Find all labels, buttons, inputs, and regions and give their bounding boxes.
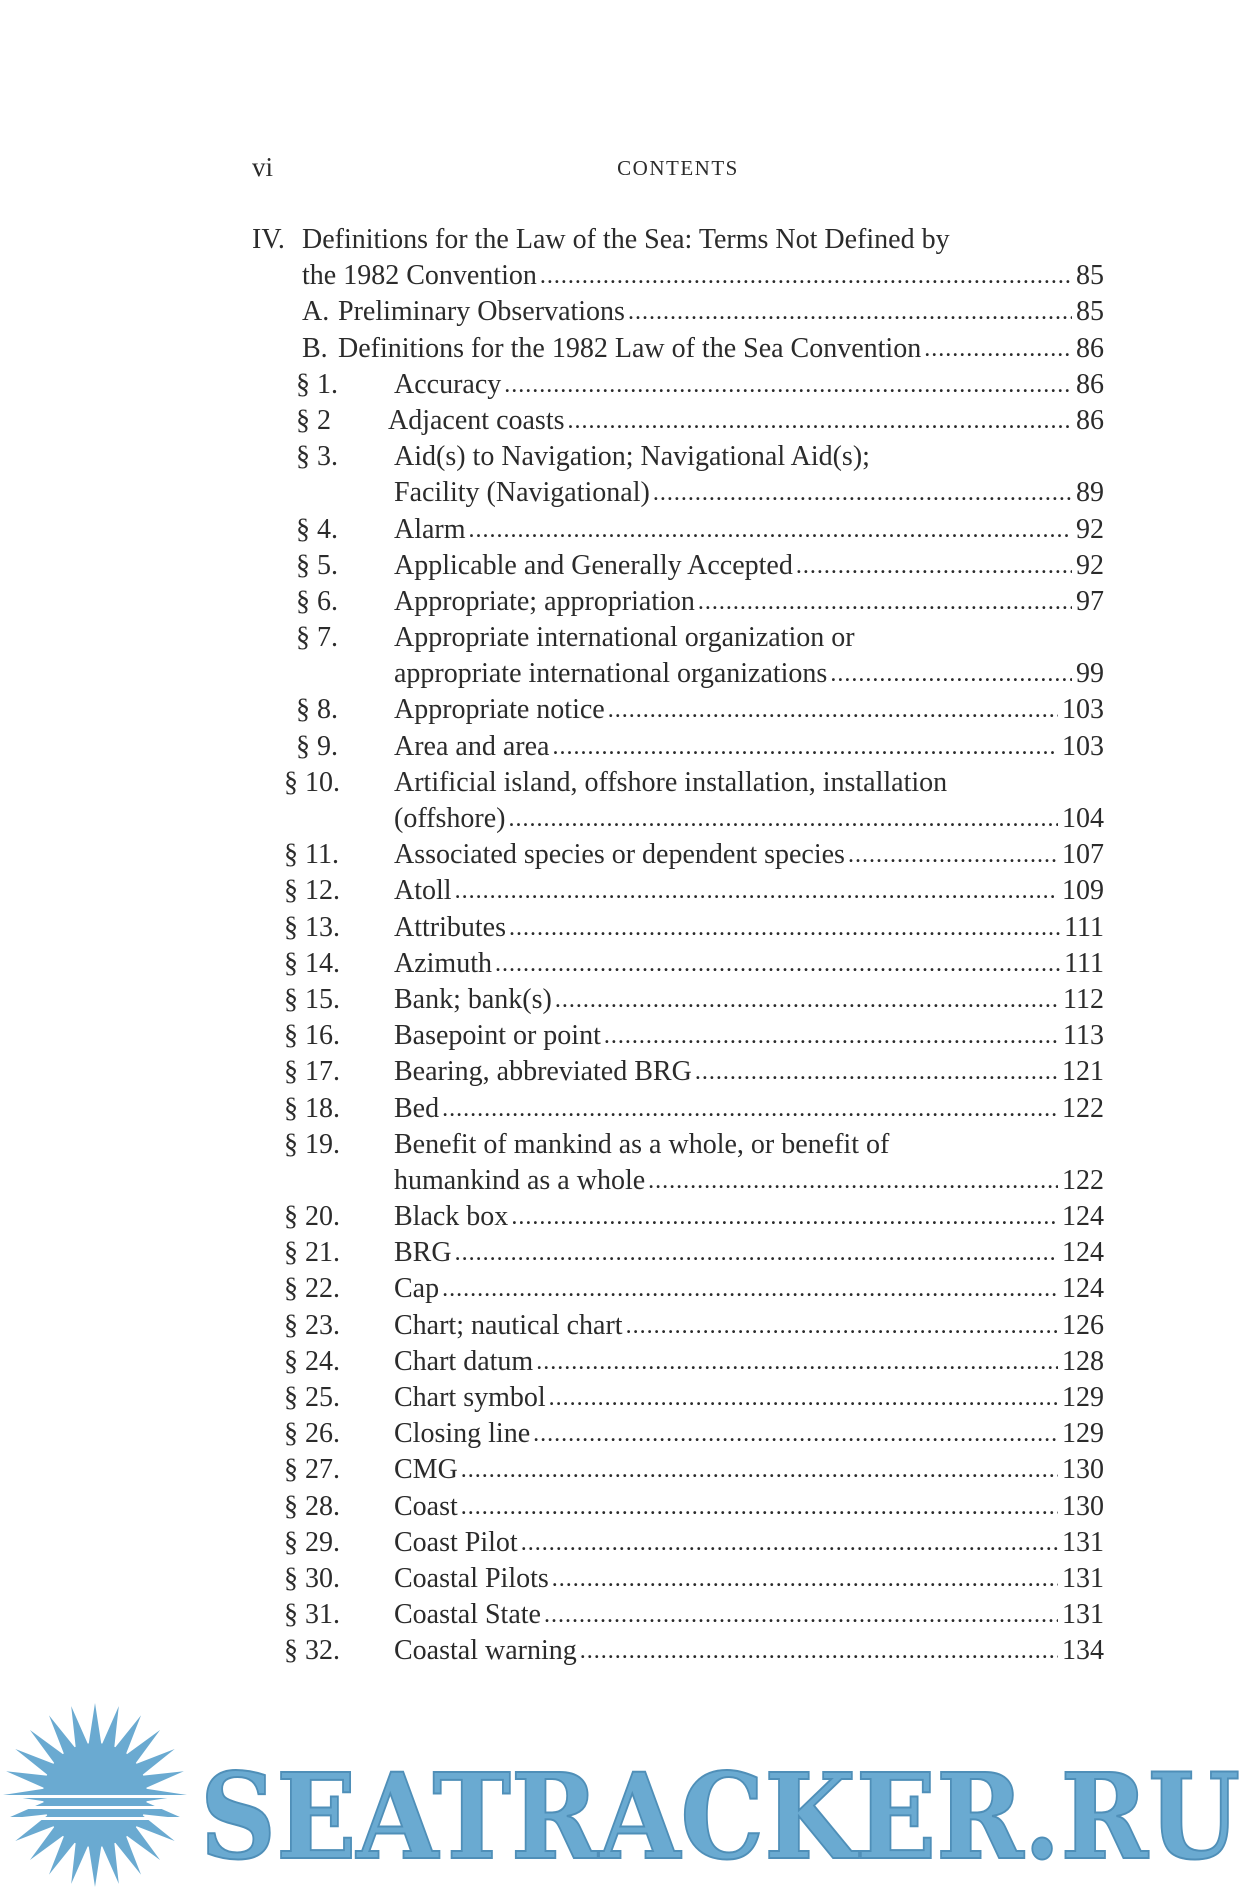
dot-leader <box>568 403 1073 439</box>
toc-entry-page: 131 <box>1062 1562 1104 1594</box>
toc-entry <box>252 403 1104 439</box>
toc-entry <box>252 656 1104 692</box>
toc-entry <box>252 1271 1104 1307</box>
toc-entry-label: § 1. <box>296 368 338 400</box>
toc-entry-page: 86 <box>1076 332 1104 364</box>
toc-entry-title: Appropriate notice <box>394 694 605 726</box>
toc-entry-page: 104 <box>1062 803 1104 834</box>
toc-entry <box>252 475 1104 511</box>
toc-entry-page: 121 <box>1062 1056 1104 1088</box>
toc-entry <box>252 910 1104 946</box>
toc-entry <box>252 548 1104 584</box>
toc-entry-page: 129 <box>1062 1418 1104 1450</box>
toc-entry-page: 103 <box>1062 694 1104 726</box>
toc-entry-page: 131 <box>1062 1599 1104 1631</box>
toc-entry-page: 103 <box>1062 730 1104 762</box>
toc-entry <box>252 729 1104 765</box>
toc-entry-label: § 12. <box>284 875 340 907</box>
dot-leader <box>521 1525 1058 1561</box>
toc-entry-label: § 11. <box>284 839 339 871</box>
toc-entry-title: Coast <box>394 1490 458 1522</box>
dot-leader <box>830 656 1072 692</box>
toc-entry <box>252 367 1104 403</box>
toc-entry-page: 124 <box>1062 1201 1104 1233</box>
dot-leader <box>461 1489 1058 1525</box>
toc-entry-title: Appropriate international organization or <box>394 622 855 654</box>
toc-entry-title: Preliminary Observations <box>338 296 625 328</box>
dot-leader <box>698 584 1072 620</box>
toc-entry-page: 85 <box>1076 260 1104 292</box>
toc-entry-page: 111 <box>1064 947 1104 979</box>
dot-leader <box>653 475 1072 511</box>
toc-entry-title: Closing line <box>394 1418 531 1450</box>
toc-entry <box>252 873 1104 909</box>
toc-entry-label: § 30. <box>284 1562 340 1594</box>
dot-leader <box>608 692 1058 728</box>
toc-entry-title: Appropriate; appropriation <box>394 585 695 617</box>
toc-entry-page: 85 <box>1076 296 1104 328</box>
toc-entry <box>252 258 1104 294</box>
toc-entry-page: 129 <box>1062 1382 1104 1413</box>
toc-entry-page: 92 <box>1076 513 1104 545</box>
toc-entry-label: § 9. <box>296 730 338 762</box>
toc-entry-label: § 14. <box>284 947 340 979</box>
toc-entry <box>252 222 1104 258</box>
toc-entry-title: Artificial island, offshore installation, installation <box>394 766 948 798</box>
toc-entry-label: § 7. <box>296 622 338 654</box>
toc-entry-title: Applicable and Generally Accepted <box>394 549 793 581</box>
toc-entry-label: § 26. <box>284 1418 340 1450</box>
toc-entry-label: § 19. <box>284 1128 340 1160</box>
dot-leader <box>461 1452 1058 1488</box>
toc-entry-page: 109 <box>1062 875 1104 907</box>
dot-leader <box>604 1018 1059 1054</box>
toc-entry <box>252 837 1104 873</box>
toc-entry-title: Bank; bank(s) <box>394 983 552 1015</box>
toc-entry <box>252 946 1104 982</box>
toc-entry-page: 86 <box>1076 368 1104 400</box>
toc-entry-page: 128 <box>1062 1345 1104 1377</box>
toc-entry-label: § 6. <box>296 585 338 617</box>
toc-entry-label: § 20. <box>284 1201 340 1233</box>
toc-entry <box>252 1235 1104 1271</box>
toc-entry-page: 86 <box>1076 404 1104 436</box>
toc-entry <box>252 1054 1104 1090</box>
toc-entry-title: Accuracy <box>394 368 502 400</box>
toc-entry-title: Alarm <box>394 513 466 545</box>
toc-entry-title: BRG <box>394 1237 452 1269</box>
dot-leader <box>628 294 1072 330</box>
toc-entry-title: Chart; nautical chart <box>394 1309 623 1341</box>
toc-entry-title: humankind as a whole <box>394 1164 646 1196</box>
toc-entry <box>252 1308 1104 1344</box>
toc-entry-page: 126 <box>1062 1309 1104 1341</box>
dot-leader <box>504 367 1072 403</box>
toc-entry <box>252 1091 1104 1127</box>
toc-entry-label: § 4. <box>296 513 338 545</box>
toc-entry-page: 89 <box>1076 477 1104 509</box>
dot-leader <box>549 1380 1058 1416</box>
toc-entry <box>252 1018 1104 1054</box>
toc-entry-title: Associated species or dependent species <box>394 839 845 871</box>
dot-leader <box>511 1199 1058 1235</box>
dot-leader <box>533 1416 1058 1452</box>
toc-entry-label: A. <box>302 296 330 328</box>
toc-entry <box>252 294 1104 330</box>
toc-entry-title: CMG <box>394 1454 458 1486</box>
dot-leader <box>540 258 1072 294</box>
toc-entry-page: 131 <box>1062 1526 1104 1558</box>
toc-entry-page: 122 <box>1062 1164 1104 1196</box>
dot-leader <box>552 729 1058 765</box>
toc-entry-title: Facility (Navigational) <box>394 477 650 509</box>
toc-entry-title: the 1982 Convention <box>302 260 537 292</box>
toc-entry-title: Adjacent coasts <box>388 404 565 436</box>
toc-entry-label: § 27. <box>284 1454 340 1486</box>
toc-entry <box>252 331 1104 367</box>
toc-entry-label: § 13. <box>284 911 340 943</box>
toc-entry <box>252 1561 1104 1597</box>
toc-entry-title: Definitions for the Law of the Sea: Terms Not Defined by <box>302 224 950 255</box>
toc-entry-label: § 18. <box>284 1092 340 1124</box>
dot-leader <box>552 1561 1058 1597</box>
toc-entry <box>252 1597 1104 1633</box>
toc-entry-page: 134 <box>1062 1635 1104 1667</box>
toc-entry-title: appropriate international organizations <box>394 658 828 690</box>
toc-entry-page: 107 <box>1062 839 1104 871</box>
dot-leader <box>442 1091 1058 1127</box>
toc-entry-label: § 2 <box>296 404 331 436</box>
toc-entry-page: 130 <box>1062 1454 1104 1486</box>
dot-leader <box>495 946 1060 982</box>
toc-entry-label: IV. <box>252 224 285 255</box>
toc-entry <box>252 584 1104 620</box>
watermark-text: SEATRACKER.RU <box>200 1747 1240 1886</box>
toc-entry-title: Bearing, abbreviated BRG <box>394 1056 692 1088</box>
toc-entry-label: § 17. <box>284 1056 340 1088</box>
toc-entry-title: Attributes <box>394 911 506 943</box>
toc-entry-title: Aid(s) to Navigation; Navigational Aid(s); <box>394 441 870 473</box>
toc-entry <box>252 1633 1104 1669</box>
toc-entry-label: § 31. <box>284 1599 340 1631</box>
table-of-contents <box>252 222 1104 1670</box>
toc-entry-label: § 15. <box>284 983 340 1015</box>
toc-entry-title: Area and area <box>394 730 550 762</box>
watermark <box>0 1700 1260 1890</box>
toc-entry <box>252 1416 1104 1452</box>
toc-entry-page: 130 <box>1062 1490 1104 1522</box>
toc-entry-page: 97 <box>1076 585 1104 617</box>
toc-entry-label: § 23. <box>284 1309 340 1341</box>
toc-entry-label: § 28. <box>284 1490 340 1522</box>
dot-leader <box>544 1597 1058 1633</box>
toc-entry <box>252 1199 1104 1235</box>
toc-entry-title: Black box <box>394 1201 509 1233</box>
dot-leader <box>580 1633 1058 1669</box>
toc-entry-label: § 16. <box>284 1020 340 1052</box>
toc-entry-label: § 32. <box>284 1635 340 1667</box>
toc-entry-page: 111 <box>1064 911 1104 943</box>
toc-entry-label: § 21. <box>284 1237 340 1269</box>
toc-entry <box>252 1127 1104 1163</box>
toc-entry <box>252 1344 1104 1380</box>
toc-entry-label: § 5. <box>296 549 338 581</box>
toc-entry <box>252 982 1104 1018</box>
dot-leader <box>555 982 1059 1018</box>
toc-entry-label: § 29. <box>284 1526 340 1558</box>
toc-entry-title: Atoll <box>394 875 452 907</box>
toc-entry-page: 122 <box>1062 1092 1104 1124</box>
dot-leader <box>455 1235 1058 1271</box>
toc-entry <box>252 1489 1104 1525</box>
toc-entry-title: Coastal warning <box>394 1635 577 1667</box>
toc-entry-label: § 3. <box>296 441 338 473</box>
dot-leader <box>442 1271 1058 1307</box>
toc-entry <box>252 692 1104 728</box>
dot-leader <box>796 548 1072 584</box>
dot-leader <box>695 1054 1058 1090</box>
toc-entry-label: § 22. <box>284 1273 340 1305</box>
toc-entry-page: 99 <box>1076 658 1104 690</box>
dot-leader <box>508 801 1058 837</box>
toc-entry-page: 124 <box>1062 1273 1104 1305</box>
toc-entry-title: Definitions for the 1982 Law of the Sea Convention <box>338 332 922 364</box>
toc-entry-title: Benefit of mankind as a whole, or benefit of <box>394 1128 890 1160</box>
toc-entry <box>252 1163 1104 1199</box>
toc-entry <box>252 1452 1104 1488</box>
dot-leader <box>469 512 1072 548</box>
dot-leader <box>536 1344 1058 1380</box>
running-title: CONTENTS <box>617 156 739 180</box>
toc-entry-label: § 10. <box>284 766 340 798</box>
toc-entry-label: B. <box>302 332 328 364</box>
dot-leader <box>626 1308 1058 1344</box>
toc-entry-label: § 8. <box>296 694 338 726</box>
toc-entry-label: § 24. <box>284 1345 340 1377</box>
toc-entry-title: Azimuth <box>394 947 492 979</box>
toc-entry-title: Chart datum <box>394 1345 534 1377</box>
toc-entry-title: Bed <box>394 1092 440 1124</box>
toc-entry-title: Basepoint or point <box>394 1020 601 1052</box>
toc-entry <box>252 512 1104 548</box>
toc-entry <box>252 801 1104 837</box>
toc-entry-title: Chart symbol <box>394 1382 546 1413</box>
dot-leader <box>648 1163 1058 1199</box>
toc-entry <box>252 620 1104 656</box>
page-number: vi <box>252 152 274 182</box>
toc-entry-page: 112 <box>1063 983 1104 1015</box>
toc-entry <box>252 1525 1104 1561</box>
dot-leader <box>848 837 1058 873</box>
dot-leader <box>455 873 1058 909</box>
toc-entry <box>252 765 1104 801</box>
toc-entry-title: (offshore) <box>394 803 506 834</box>
toc-entry <box>252 439 1104 475</box>
toc-entry-title: Coastal Pilots <box>394 1562 549 1594</box>
page-header <box>252 152 1104 192</box>
toc-entry-page: 124 <box>1062 1237 1104 1269</box>
toc-entry-title: Cap <box>394 1273 440 1305</box>
toc-entry-title: Coast Pilot <box>394 1526 518 1558</box>
toc-entry-page: 92 <box>1076 549 1104 581</box>
toc-entry-title: Coastal State <box>394 1599 541 1631</box>
dot-leader <box>924 331 1072 367</box>
toc-entry-page: 113 <box>1063 1020 1104 1052</box>
toc-entry-label: § 25. <box>284 1382 340 1413</box>
toc-entry <box>252 1380 1104 1416</box>
dot-leader <box>509 910 1060 946</box>
